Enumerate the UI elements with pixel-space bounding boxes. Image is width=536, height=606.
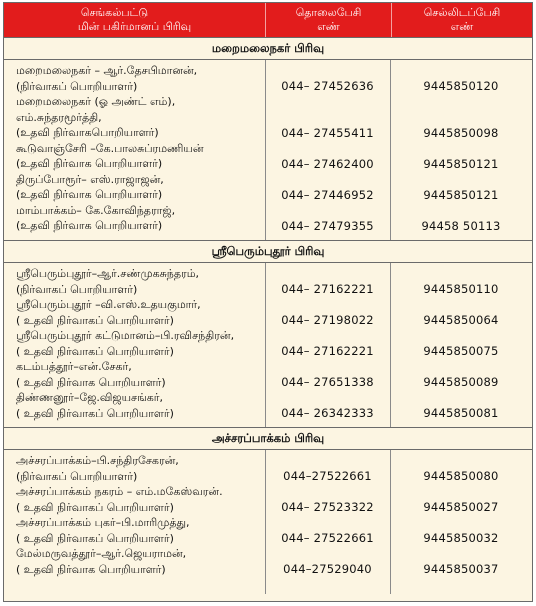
- name-line: திருப்போரூர்– எஸ்.ராஜாஜன்,: [16, 172, 164, 186]
- official-name: [4, 141, 265, 172]
- official-name: [4, 203, 265, 234]
- official-name: [4, 390, 265, 421]
- phone-number: 044– 27162221: [281, 282, 374, 296]
- name-line: ஸ்ரீபெரும்புதூர் –வி.எஸ்.உதயகுமார்,: [16, 298, 201, 311]
- section-rows: [4, 450, 532, 594]
- official-name: [4, 94, 265, 141]
- mobile-number: 9445850080: [423, 469, 499, 483]
- table-row: [4, 297, 532, 328]
- mobile-number: 9445850089: [423, 375, 499, 389]
- mobile-number: 9445850027: [423, 500, 499, 514]
- table-row: [4, 546, 532, 577]
- mobile-number: 9445850064: [423, 313, 499, 327]
- official-name: [4, 359, 265, 390]
- mobile-number: 9445850110: [423, 282, 499, 296]
- phone-number: 044– 27452636: [281, 79, 374, 93]
- designation-line: (நிர்வாகப் பொறியாளர்): [16, 79, 138, 93]
- table-row: [4, 63, 532, 94]
- phone-number: 044– 26342333: [281, 406, 374, 420]
- official-name: [4, 328, 265, 359]
- phone-number: 044– 27523322: [281, 500, 374, 514]
- header-mobile-line2: எண்: [450, 20, 474, 33]
- official-name: [4, 515, 265, 546]
- table-row: [4, 328, 532, 359]
- mobile-number: 94458 50113: [421, 218, 501, 233]
- table-header: [4, 3, 532, 37]
- section-title: ஸ்ரீபெரும்புதூர் பிரிவு: [4, 240, 532, 263]
- phone-number: 044– 27162221: [281, 344, 374, 358]
- name-line: திண்ணனூர்–ஜே.விஜயசங்கர்,: [16, 391, 164, 404]
- mobile-number: 9445850081: [423, 406, 499, 420]
- section-title: மறைமலைநகர் பிரிவு: [4, 37, 532, 60]
- mobile-number: 9445850032: [423, 531, 499, 545]
- official-name: [4, 297, 265, 328]
- table-row: [4, 172, 532, 203]
- table-row: [4, 141, 532, 172]
- mobile-number: 9445850098: [423, 125, 499, 140]
- official-name: [4, 484, 265, 515]
- name-line: மறைமலைநகர் (ஓ அண்ட் எம்),: [16, 95, 176, 108]
- name-line: அச்சரப்பாக்கம் புகர்–பி.மாரிமுத்து,: [16, 516, 190, 529]
- designation-line: (உதவி நிர்வாகபொறியாளர்): [16, 126, 159, 139]
- header-mobile-column: [391, 3, 532, 37]
- phone-number: 044– 27479355: [281, 218, 374, 233]
- phone-number: 044– 27462400: [281, 156, 374, 171]
- official-name: [4, 453, 265, 484]
- header-phone-column: [265, 3, 391, 37]
- official-name: [4, 172, 265, 203]
- section-acharapakkam: [4, 427, 532, 594]
- designation-line: ( உதவி நிர்வாகப் பொறியாளர்): [16, 313, 174, 327]
- header-phone-line1: தொலைபேசி: [295, 6, 362, 19]
- header-division-line1: செங்கல்பட்டு: [80, 6, 149, 19]
- section-rows: [4, 60, 532, 240]
- mobile-number: 9445850037: [423, 562, 499, 576]
- table-row: [4, 515, 532, 546]
- phone-number: 044– 27522661: [281, 531, 374, 545]
- designation-line: ( உதவி நிர்வாக பொறியாளர்): [16, 375, 166, 389]
- designation-line: ( உதவி நிர்வாகப் பொறியாளர்): [16, 531, 174, 545]
- header-division-line2: மின் பகிர்மானப் பிரிவு: [77, 20, 192, 33]
- table-row: [4, 203, 532, 234]
- designation-line: ( உதவி நிர்வாகப் பொறியாளர்): [16, 406, 174, 420]
- table-row: [4, 94, 532, 141]
- mobile-number: 9445850075: [423, 344, 499, 358]
- name-line: ஸ்ரீபெரும்புதூர்–ஆர்.சண்முகசுந்தரம்,: [16, 267, 200, 280]
- designation-line: ( உதவி நிர்வாகப் பொறியாளர்): [16, 500, 174, 514]
- table-row: [4, 359, 532, 390]
- phone-number: 044– 27198022: [281, 313, 374, 327]
- section-rows: [4, 263, 532, 427]
- table-row: [4, 390, 532, 421]
- section-title: அச்சரப்பாக்கம் பிரிவு: [4, 427, 532, 450]
- designation-line: ( உதவி நிர்வாகப் பொறியாளர்): [16, 344, 174, 358]
- phone-number: 044–27529040: [283, 562, 372, 576]
- table-row: [4, 453, 532, 484]
- mobile-number: 9445850121: [423, 156, 499, 171]
- official-name: [4, 63, 265, 94]
- name-line: கூடுவாஞ்சேரி –கே.பாலசுப்ரமணியன்: [16, 141, 204, 155]
- header-phone-line2: எண்: [317, 20, 340, 33]
- name-line: அச்சரப்பாக்கம் நகரம் – எம்.மகேஸ்வரன்.: [16, 485, 223, 498]
- official-name: [4, 266, 265, 297]
- name-line: ஸ்ரீபெரும்புதூர் கட்டுமானம்–பி.ரவிசந்திரன்,: [16, 329, 235, 342]
- phone-number: 044–27522661: [283, 469, 372, 483]
- table-row: [4, 484, 532, 515]
- name-line: மேல்மருவத்தூர்–ஆர்.ஜெயராமன்,: [16, 547, 187, 560]
- mobile-number: 9445850121: [423, 187, 499, 202]
- header-division-column: [4, 3, 265, 37]
- designation-line: (நிர்வாகப் பொறியாளர்): [16, 282, 138, 296]
- designation-line: (உதவி நிர்வாக பொறியாளர்): [16, 219, 163, 232]
- designation-line: (உதவி நிர்வாக பொறியாளர்): [16, 157, 163, 170]
- section-sriperumbudur: [4, 240, 532, 427]
- mobile-number: 9445850120: [423, 79, 499, 93]
- table-row: [4, 266, 532, 297]
- header-mobile-line1: செல்லிடப்பேசி: [423, 6, 501, 19]
- official-name: [4, 546, 265, 577]
- name-line: அச்சரப்பாக்கம்–பி.சந்திரசேகரன்,: [16, 454, 179, 467]
- designation-line: (உதவி நிர்வாக பொறியாளர்): [16, 188, 163, 201]
- name-line: எம்.சுந்தரமூர்த்தி,: [16, 110, 102, 124]
- contact-directory: [3, 2, 533, 602]
- designation-line: (நிர்வாகப் பொறியாளர்): [16, 469, 138, 483]
- name-line: மறைமலைநகர் – ஆர்.தேசபிமானன்,: [16, 64, 198, 77]
- name-line: மாம்பாக்கம்– கே.கோவிந்தராஜ்,: [16, 203, 176, 217]
- section-maraimalai-nagar: [4, 37, 532, 240]
- phone-number: 044– 27651338: [281, 375, 374, 389]
- phone-number: 044– 27455411: [281, 125, 374, 140]
- designation-line: ( உதவி நிர்வாக பொறியாளர்): [16, 562, 166, 576]
- phone-number: 044– 27446952: [281, 187, 374, 202]
- name-line: கடம்பத்தூர்–என்.சேகர்,: [16, 360, 132, 373]
